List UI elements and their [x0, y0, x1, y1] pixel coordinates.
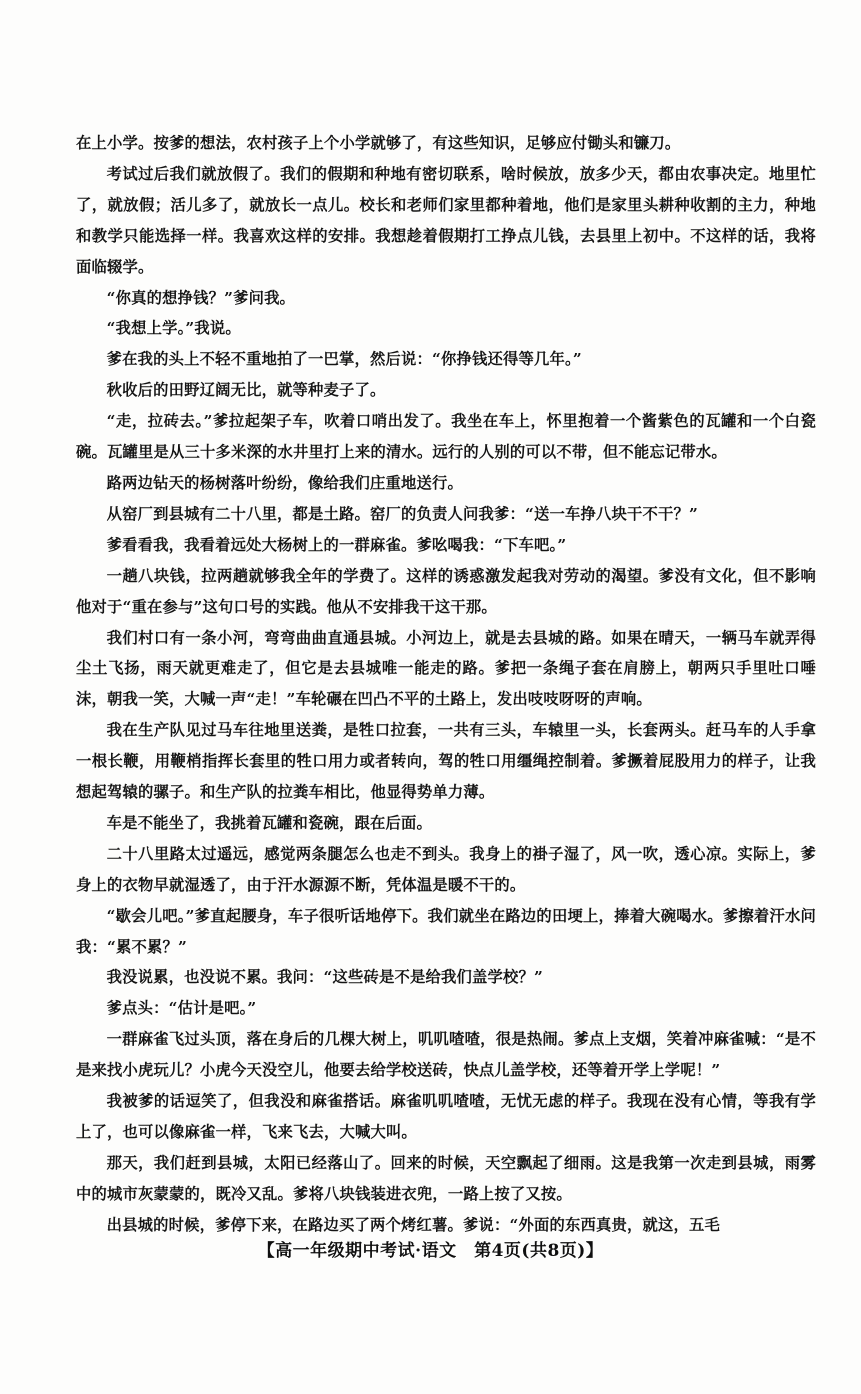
paragraph: 在上小学。按爹的想法，农村孩子上个小学就够了，有这些知识，足够应付锄头和镰刀。	[76, 134, 681, 152]
paragraph: 我在生产队见过马车往地里送粪，是牲口拉套，一共有三头，车辕里一头，长套两头。赶马车的人手拿一根长鞭，用鞭梢指挥长套里的牲口用力或者转向，驾的牲口用缰绳控制着。爹撅着屁股用力的样子，让我想起驾辕的骡子。和生产队的拉粪车相比，他显得势单力薄。	[76, 721, 816, 802]
page-footer: 【高一年级期中考试·语文 第4页(共8页)】	[257, 1241, 604, 1261]
paragraph: 秋收后的田野辽阔无比，就等种麦子了。	[106, 381, 386, 400]
paragraph: 二十八里路太过遥远，感觉两条腿怎么也走不到头。我身上的褂子湿了，风一吹，透心凉。实际上，爹身上的衣物早就湿透了，由于汗水源源不断，凭体温是暖不干的。	[76, 844, 816, 894]
paragraph: 爹看看我，我看着远处大杨树上的一群麻雀。爹吆喝我：“下车吧。”	[106, 535, 567, 554]
paragraph: 那天，我们赶到县城，太阳已经落山了。回来的时候，天空飘起了细雨。这是我第一次走到县城，雨雾中的城市灰蒙蒙的，既冷又乱。爹将八块钱装进衣兜，一路上按了又按。	[76, 1153, 816, 1203]
article-body	[76, 128, 816, 1241]
paragraph: 车是不能坐了，我挑着瓦罐和瓷碗，跟在后面。	[106, 813, 433, 832]
paragraph: 考试过后我们就放假了。我们的假期和种地有密切联系，啥时候放，放多少天，都由农事决定。地里忙了，就放假；活儿多了，就放长一点儿。校长和老师们家里都种着地，他们是家里头耕种收割的主力，种地和教学只能选择一样。我喜欢这样的安排。我想趁着假期打工挣点儿钱，去县里上初中。不这样的话，我将面临辍学。	[76, 164, 816, 276]
paragraph: 爹在我的头上不轻不重地拍了一巴掌，然后说：“你挣钱还得等几年。”	[106, 350, 582, 369]
paragraph: 我们村口有一条小河，弯弯曲曲直通县城。小河边上，就是去县城的路。如果在晴天，一辆马车就弄得尘土飞扬，雨天就更难走了，但它是去县城唯一能走的路。爹把一条绳子套在肩膀上，朝两只手里吐口唾沫，朝我一笑，大喊一声“走！”车轮碾在凹凸不平的土路上，发出吱吱呀呀的声响。	[76, 628, 816, 709]
paragraph: “歇会儿吧。”爹直起腰身，车子很听话地停下。我们就坐在路边的田埂上，捧着大碗喝水。爹擦着汗水问我：“累不累？”	[76, 906, 816, 956]
paragraph: “走，拉砖去。”爹拉起架子车，吹着口哨出发了。我坐在车上，怀里抱着一个酱紫色的瓦罐和一个白瓷碗。瓦罐里是从三十多米深的水井里打上来的清水。远行的人别的可以不带，但不能忘记带水。	[76, 412, 816, 462]
paragraph: 从窑厂到县城有二十八里，都是土路。窑厂的负责人问我爹：“送一车挣八块干不干？”	[106, 504, 698, 523]
paragraph: 一趟八块钱，拉两趟就够我全年的学费了。这样的诱惑激发起我对劳动的渴望。爹没有文化，但不影响他对于“重在参与”这句口号的实践。他从不安排我干这干那。	[76, 566, 816, 616]
paragraph: 爹点头：“估计是吧。”	[106, 999, 257, 1018]
paragraph: “你真的想挣钱？”爹问我。	[106, 288, 296, 307]
paragraph: 出县城的时候，爹停下来，在路边买了两个烤红薯。爹说：“外面的东西真贵，就这，五毛	[106, 1215, 720, 1234]
paragraph: 一群麻雀飞过头顶，落在身后的几棵大树上，叽叽喳喳，很是热闹。爹点上支烟，笑着冲麻雀喊：“是不是来找小虎玩儿？小虎今天没空儿，他要去给学校送砖，快点儿盖学校，还等着开学上学呢！”	[76, 1030, 816, 1080]
paragraph: 我被爹的话逗笑了，但我没和麻雀搭话。麻雀叽叽喳喳，无忧无虑的样子。我现在没有心情，等我有学上了，也可以像麻雀一样，飞来飞去，大喊大叫。	[76, 1092, 816, 1141]
paragraph: 路两边钻天的杨树落叶纷纷，像给我们庄重地送行。	[106, 473, 464, 492]
paragraph: 我没说累，也没说不累。我问：“这些砖是不是给我们盖学校？”	[106, 968, 544, 987]
paragraph: “我想上学。”我说。	[106, 319, 241, 338]
